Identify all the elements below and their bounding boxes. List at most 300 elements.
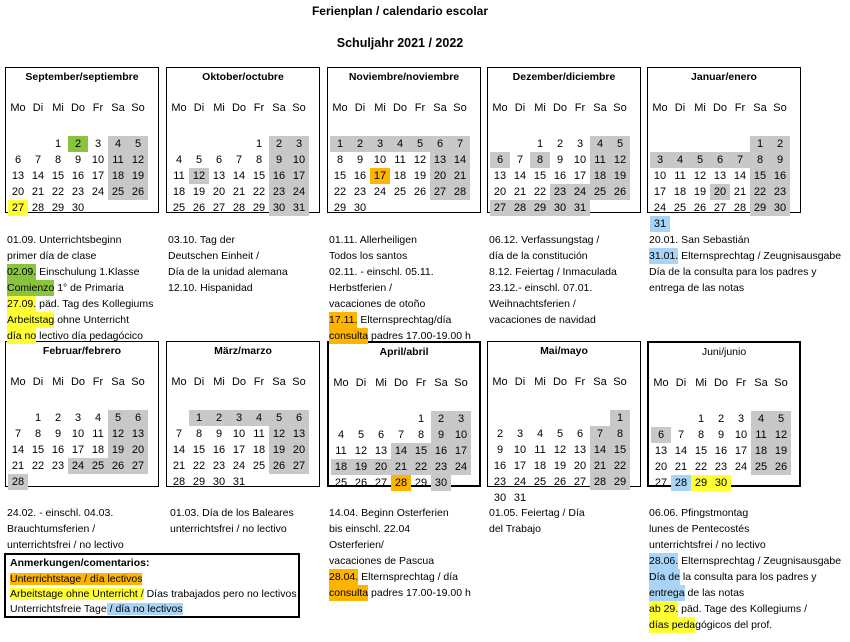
calendar-day: 10 [573,154,587,166]
note-text: Elternsprechtag/día [357,314,452,326]
calendar-day: 24 [91,186,105,198]
calendar-day: 7 [730,152,750,168]
note-line-mar [170,505,294,521]
calendar-day: 8 [336,154,344,166]
note-text: 24.02. - einschl. 04.03. [7,507,114,519]
legend-item-lectivos-label: Unterrichtstage / día lectivos [10,573,143,585]
calendar-day: 2 [54,412,62,424]
note-line-jun [649,553,841,569]
note-line-jan [649,264,817,280]
weekday-header: Fr [735,377,747,389]
calendar-day: 30 [711,475,731,491]
calendar-day: 13 [289,426,309,442]
weekday-header: So [613,102,627,114]
calendar-day: 29 [610,474,630,490]
note-highlight: entrega [649,587,685,599]
calendar-day: 8 [750,152,770,168]
calendar-day: 14 [590,442,610,458]
calendar-day: 3 [576,138,584,150]
calendar-day: 19 [413,170,427,182]
legend-title: Anmerkungen/comentarios: [10,557,150,569]
note-line-feb [7,505,113,521]
note-highlight: ab 29. [649,603,679,615]
weekday-header: Do [393,377,409,389]
calendar-day: 15 [31,444,45,456]
weekday-header: Mo [332,102,348,114]
note-highlight: Día de [649,571,680,583]
weekday-header: Di [193,376,205,388]
calendar-day: 31 [513,492,527,504]
calendar-day: 23 [431,459,451,475]
calendar-day: 26 [354,477,368,489]
calendar-day: 22 [750,184,770,200]
calendar-day: 16 [71,170,85,182]
weekday-header: Sa [111,376,125,388]
note-text: unterrichtsfrei / no lectivo [649,539,766,551]
calendar-day: 2 [350,136,370,152]
calendar-day: 6 [289,410,309,426]
calendar-day: 6 [377,429,385,441]
calendar-day: 22 [533,186,547,198]
note-line-nov [329,248,407,264]
calendar-day: 13 [374,445,388,457]
calendar-day: 3 [451,411,471,427]
note-line-apr [329,537,384,553]
calendar-day: 22 [192,460,206,472]
calendar-day: 7 [590,426,610,442]
calendar-day: 26 [771,459,791,475]
calendar-day: 19 [693,186,707,198]
month-calendar-4 [487,67,641,213]
note-highlight: 02.09. [7,266,37,278]
calendar-day: 3 [289,136,309,152]
calendar-day: 15 [51,170,65,182]
calendar-day: 25 [751,459,771,475]
calendar-day: 14 [674,445,688,457]
month-name: April/abril [379,346,429,358]
calendar-day: 5 [269,410,289,426]
calendar-day: 18 [252,444,266,456]
note-line-sep [7,328,143,344]
calendar-day: 13 [573,444,587,456]
note-line-may [489,521,541,537]
legend-item-lectivos [10,572,142,587]
weekday-header: Fr [92,376,104,388]
calendar-day: 17 [734,445,748,457]
calendar-day: 9 [269,152,289,168]
note-text: entrega de las notas [649,282,745,294]
calendar-day: 12 [413,154,427,166]
calendar-day: 11 [92,428,104,440]
calendar-day: 25 [252,460,266,472]
note-text: bis einschl. 22.04 [329,523,411,535]
calendar-day: 2 [209,410,229,426]
month-name: September/septiembre [25,71,139,83]
calendar-day: 4 [337,429,345,441]
calendar-day: 21 [172,460,186,472]
month-name: März/marzo [214,345,272,357]
note-highlight: 28.06. [649,555,679,567]
calendar-day: 24 [653,202,667,214]
calendar-day: 28 [733,202,747,214]
calendar-day: 26 [610,184,630,200]
calendar-day: 14 [733,170,747,182]
calendar-day: 9 [770,152,790,168]
calendar-day: 2 [556,138,564,150]
note-highlight: consulta [329,330,369,342]
note-text: día de la constitución [489,250,588,262]
calendar-day: 15 [533,170,547,182]
calendar-day: 13 [212,170,226,182]
calendar-day: 20 [212,186,226,198]
note-line-nov [329,312,451,328]
calendar-day: 12 [553,444,567,456]
calendar-day: 5 [108,410,128,426]
weekday-header: Di [514,376,526,388]
calendar-day: 9 [54,428,62,440]
note-line-sep [7,264,140,280]
month-name: Dezember/diciembre [512,71,616,83]
weekday-header: Di [355,377,367,389]
calendar-day: 2 [269,136,289,152]
note-line-jun [649,601,807,617]
note-highlight: Arbeitstag [7,314,55,326]
calendar-day: 18 [393,170,407,182]
calendar-day: 3 [94,138,102,150]
note-text: 02.11. - einschl. 05.11. [329,266,434,278]
calendar-day: 24 [451,459,471,475]
calendar-day: 16 [269,168,289,184]
calendar-day: 29 [192,476,206,488]
note-text: Día de la unidad alemana [168,266,288,278]
calendar-day: 12 [610,152,630,168]
calendar-day: 17 [289,168,309,184]
calendar-day: 23 [269,184,289,200]
calendar-day: 11 [253,428,265,440]
calendar-day: 28 [8,474,28,490]
calendar-day: 24 [570,184,590,200]
calendar-day: 7 [450,136,470,152]
calendar-day: 2 [496,428,504,440]
weekday-header: Di [32,376,44,388]
note-text: 20.01. San Sebastián [649,234,750,246]
weekday-header: Fr [734,102,746,114]
calendar-day: 15 [750,168,770,184]
weekday-header: Mi [534,376,546,388]
calendar-day: 11 [674,170,686,182]
calendar-day: 30 [550,200,570,216]
month-name: Februar/febrero [42,345,122,357]
calendar-day: 30 [770,200,790,216]
weekday-header: Mi [213,102,225,114]
calendar-day: 20 [128,442,148,458]
calendar-day: 26 [693,202,707,214]
calendar-day: 25 [334,477,348,489]
calendar-day: 23 [714,461,728,473]
weekday-header: Do [231,102,247,114]
calendar-day: 14 [450,152,470,168]
calendar-day: 8 [610,426,630,442]
note-text: la consulta para los padres y [679,571,817,583]
calendar-day: 21 [733,186,747,198]
note-line-jan [649,280,744,296]
calendar-day: 11 [394,154,406,166]
calendar-day: 24 [68,458,88,474]
calendar-day: 27 [654,477,668,489]
weekday-header: Mi [375,377,387,389]
weekday-header: Mi [694,102,706,114]
weekday-header: Mi [52,376,64,388]
note-text: Einschulung 1.Klasse [36,266,140,278]
calendar-day: 4 [751,411,771,427]
weekday-header: Mi [695,377,707,389]
note-line-sep [7,232,121,248]
calendar-day: 30 [431,475,451,491]
calendar-day: 22 [411,459,431,475]
note-text: 12.10. Hispanidad [168,282,253,294]
calendar-day: 29 [333,202,347,214]
calendar-day: 25 [533,476,547,488]
note-line-dec [489,296,576,312]
calendar-day: 27 [128,458,148,474]
calendar-day: 27 [8,200,28,216]
calendar-day: 14 [391,443,411,459]
legend-item-unterrichtsfrei-label: Unterrichtsfreie Tage [10,603,107,615]
note-line-oct [168,248,259,264]
note-highlight: consulta [329,587,369,599]
calendar-day: 27 [430,184,450,200]
calendar-day: 31 [232,476,246,488]
month-name: Mai/mayo [540,345,588,357]
calendar-day: 25 [88,458,108,474]
calendar-day: 3 [370,136,390,152]
month-calendar-2 [166,67,320,213]
note-highlight: 27.09. [7,298,37,310]
calendar-day: 15 [694,445,708,457]
calendar-day: 7 [677,429,685,441]
note-line-oct [168,232,235,248]
calendar-day: 16 [553,170,567,182]
weekday-header: So [131,102,145,114]
weekday-header: Mi [374,102,386,114]
note-line-nov [329,328,471,344]
weekday-header: Do [392,102,408,114]
weekday-header: Di [193,102,205,114]
calendar-day: 20 [371,459,391,475]
note-text: Día de la consulta para los padres y [649,266,817,278]
weekday-header: Do [713,377,729,389]
note-line-feb [7,521,95,537]
calendar-day: 18 [751,443,771,459]
note-line-sep [7,280,124,296]
calendar-day: 24 [289,184,309,200]
calendar-day: 31 [650,216,670,232]
note-line-jun [649,505,748,521]
note-line-oct [168,280,253,296]
note-text: Todos los santos [329,250,408,262]
legend-item-unterrichtsfrei [10,602,183,617]
weekday-header: Mo [10,102,26,114]
calendar-day: 14 [172,444,186,456]
calendar-day: 11 [534,444,546,456]
calendar-day: 14 [513,170,527,182]
calendar-day: 9 [496,444,504,456]
note-text: ohne Unterricht [54,314,129,326]
note-line-jan [649,232,749,248]
weekday-header: Mo [171,376,187,388]
calendar-day: 8 [34,428,42,440]
note-line-mar [170,521,287,537]
calendar-day: 13 [430,152,450,168]
calendar-day: 15 [252,170,266,182]
calendar-day: 27 [212,202,226,214]
calendar-day: 13 [11,170,25,182]
calendar-day: 1 [750,136,770,152]
calendar-day: 26 [269,458,289,474]
calendar-day: 10 [71,428,85,440]
note-line-oct [168,264,288,280]
weekday-header: Fr [574,102,586,114]
note-text: päd. Tage des Kollegiums / [678,603,808,615]
calendar-day: 24 [232,460,246,472]
calendar-day: 18 [673,186,687,198]
calendar-day: 3 [737,413,745,425]
weekday-header: Sa [754,377,768,389]
weekday-header: Do [231,376,247,388]
weekday-header: Mi [52,102,64,114]
calendar-day: 8 [255,154,263,166]
calendar-day: 30 [353,202,367,214]
calendar-day: 29 [51,202,65,214]
calendar-day: 5 [128,136,148,152]
calendar-day: 5 [195,154,203,166]
note-line-apr [329,521,410,537]
calendar-day: 7 [516,154,524,166]
calendar-day: 20 [654,461,668,473]
note-text: 01.05. Feiertag / Día [489,507,585,519]
calendar-day: 29 [750,200,770,216]
calendar-day: 6 [490,152,510,168]
calendar-day: 4 [536,428,544,440]
note-text: Elternsprechtag / Zeugnisausgabe [678,555,842,567]
calendar-day: 10 [734,429,748,441]
calendar-day: 21 [31,186,45,198]
weekday-header: Di [354,102,366,114]
weekday-header: So [131,376,145,388]
calendar-day: 19 [108,442,128,458]
weekday-header: Fr [574,376,586,388]
note-highlight: días peda [649,619,696,631]
weekday-header: Mo [171,102,187,114]
calendar-day: 30 [71,202,85,214]
month-calendar-10 [647,341,801,487]
calendar-day: 12 [693,170,707,182]
note-line-jun [649,585,744,601]
calendar-day: 19 [128,168,148,184]
weekday-header: Do [70,376,86,388]
calendar-day: 7 [235,154,243,166]
calendar-day: 3 [650,152,670,168]
note-line-apr [329,553,434,569]
calendar-day: 1 [34,412,42,424]
note-text: Elternsprechtag / Zeugnisausgabe [678,250,842,262]
calendar-day: 11 [108,152,128,168]
calendar-day: 8 [530,152,550,168]
calendar-day: 12 [128,152,148,168]
note-highlight: 17.11. [329,314,358,326]
weekday-header: Di [514,102,526,114]
calendar-day: 17 [232,444,246,456]
calendar-day: 20 [573,460,587,472]
note-line-nov [329,232,417,248]
note-text: Brauchtumsferien / [7,523,96,535]
calendar-day: 1 [536,138,544,150]
calendar-day: 6 [215,154,223,166]
weekday-header: So [292,102,306,114]
calendar-day: 25 [673,202,687,214]
calendar-day: 20 [710,184,730,200]
calendar-day: 5 [357,429,365,441]
calendar-day: 16 [353,170,367,182]
calendar-day: 12 [108,426,128,442]
weekday-header: So [453,102,467,114]
calendar-day: 2 [68,136,88,152]
calendar-day: 27 [573,476,587,488]
calendar-day: 21 [391,459,411,475]
calendar-day: 8 [417,429,425,441]
note-line-apr [329,505,449,521]
weekday-header: So [454,377,468,389]
note-text: 23.12.- einschl. 07.01. [489,282,593,294]
calendar-day: 23 [353,186,367,198]
calendar-day: 10 [289,152,309,168]
note-highlight: 31.01. [649,250,679,262]
calendar-day: 29 [414,477,428,489]
note-text: 1° de Primaria [54,282,124,294]
calendar-day: 12 [354,445,368,457]
calendar-day: 22 [31,460,45,472]
calendar-day: 14 [232,170,246,182]
note-text: Weihnachtsferien / [489,298,576,310]
calendar-day: 10 [653,170,667,182]
calendar-day: 20 [493,186,507,198]
weekday-header: Sa [593,102,607,114]
calendar-day: 23 [51,460,65,472]
calendar-day: 19 [771,443,791,459]
calendar-day: 23 [550,184,570,200]
note-line-apr [329,585,471,601]
calendar-day: 10 [451,427,471,443]
legend-item-trabajados-text: Días trabajados pero no lectivos [143,588,297,600]
calendar-day: 8 [195,428,203,440]
calendar-day: 30 [269,200,289,216]
calendar-day: 17 [513,460,527,472]
note-line-apr [329,569,458,585]
calendar-day: 5 [771,411,791,427]
note-line-may [489,505,585,521]
calendar-day: 18 [108,168,128,184]
note-line-feb [7,537,124,553]
weekday-header: Sa [272,376,286,388]
calendar-day: 14 [11,444,25,456]
calendar-day: 5 [410,136,430,152]
calendar-day: 22 [694,461,708,473]
note-line-nov [329,280,392,296]
weekday-header: Sa [753,102,767,114]
calendar-day: 3 [229,410,249,426]
weekday-header: Do [552,376,568,388]
weekday-header: Mo [10,376,26,388]
